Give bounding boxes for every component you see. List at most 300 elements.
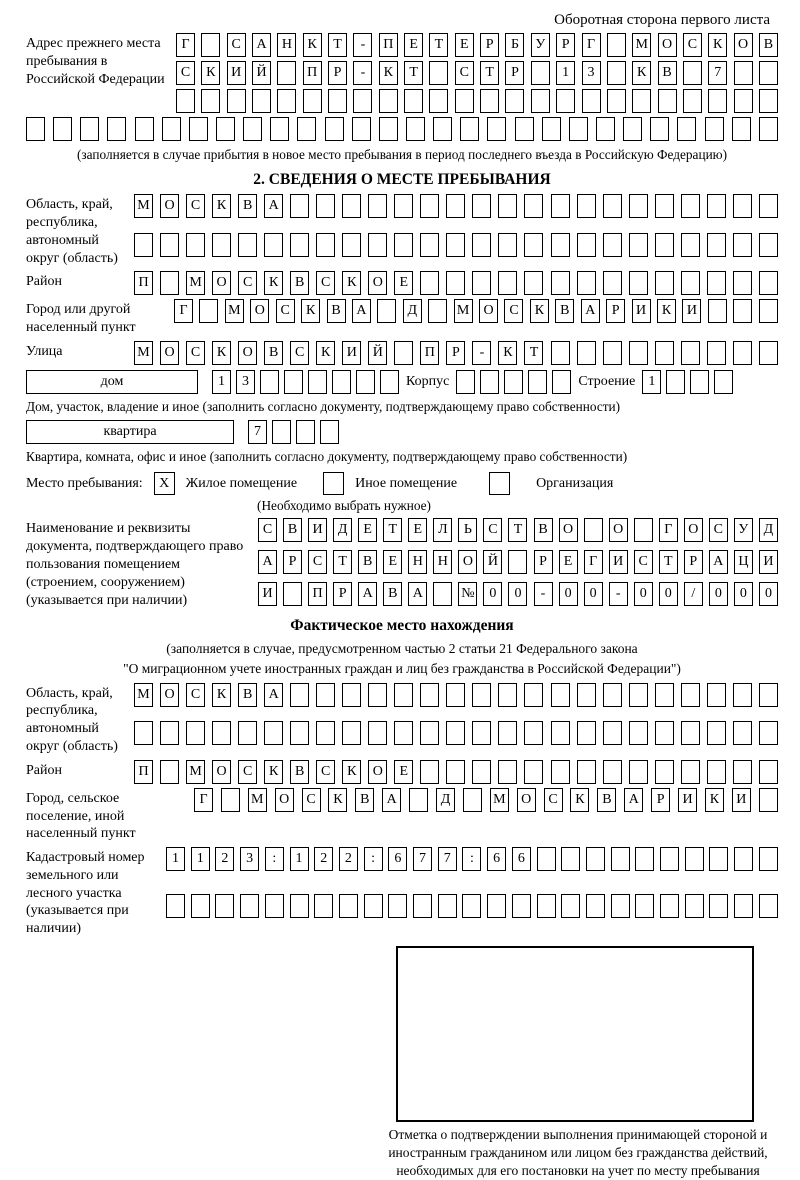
char-cell[interactable]: И xyxy=(308,518,327,542)
char-cell[interactable]: Т xyxy=(659,550,678,574)
char-cell[interactable] xyxy=(759,788,778,812)
char-cell[interactable]: Р xyxy=(534,550,553,574)
char-cell[interactable] xyxy=(660,894,679,918)
char-cell[interactable] xyxy=(584,518,603,542)
char-cell[interactable] xyxy=(505,89,524,113)
char-cell[interactable] xyxy=(212,721,231,745)
char-cell[interactable] xyxy=(611,894,630,918)
char-cell[interactable]: С xyxy=(186,194,205,218)
char-cell[interactable] xyxy=(420,271,439,295)
char-cell[interactable] xyxy=(607,89,626,113)
char-cell[interactable] xyxy=(629,194,648,218)
char-cell[interactable]: К xyxy=(342,271,361,295)
char-cell[interactable] xyxy=(586,847,605,871)
char-cell[interactable]: 3 xyxy=(236,370,255,394)
char-cell[interactable]: А xyxy=(408,582,427,606)
char-cell[interactable] xyxy=(577,233,596,257)
char-cell[interactable] xyxy=(655,721,674,745)
char-cell[interactable]: И xyxy=(632,299,651,323)
char-cell[interactable]: - xyxy=(472,341,491,365)
char-cell[interactable]: О xyxy=(368,760,387,784)
char-cell[interactable] xyxy=(277,89,296,113)
char-cell[interactable]: 1 xyxy=(556,61,575,85)
char-cell[interactable]: Г xyxy=(659,518,678,542)
char-cell[interactable] xyxy=(690,370,709,394)
char-cell[interactable] xyxy=(681,721,700,745)
char-cell[interactable]: В xyxy=(759,33,778,57)
char-cell[interactable]: Т xyxy=(404,61,423,85)
char-cell[interactable] xyxy=(660,847,679,871)
char-cell[interactable]: Г xyxy=(584,550,603,574)
char-cell[interactable]: Д xyxy=(759,518,778,542)
char-cell[interactable] xyxy=(446,721,465,745)
char-cell[interactable]: В xyxy=(290,760,309,784)
char-cell[interactable]: 6 xyxy=(388,847,407,871)
char-cell[interactable]: О xyxy=(160,683,179,707)
char-cell[interactable]: 7 xyxy=(413,847,432,871)
char-cell[interactable] xyxy=(707,341,726,365)
char-cell[interactable] xyxy=(681,760,700,784)
char-cell[interactable]: А xyxy=(252,33,271,57)
char-cell[interactable] xyxy=(162,117,181,141)
char-cell[interactable]: С xyxy=(186,683,205,707)
char-cell[interactable] xyxy=(472,233,491,257)
char-cell[interactable]: К xyxy=(530,299,549,323)
char-cell[interactable] xyxy=(709,894,728,918)
char-cell[interactable] xyxy=(707,721,726,745)
char-cell[interactable] xyxy=(260,370,279,394)
char-cell[interactable]: / xyxy=(684,582,703,606)
char-cell[interactable] xyxy=(607,33,626,57)
char-cell[interactable] xyxy=(314,894,333,918)
char-cell[interactable] xyxy=(463,788,482,812)
char-cell[interactable] xyxy=(446,760,465,784)
char-cell[interactable] xyxy=(80,117,99,141)
char-cell[interactable] xyxy=(308,370,327,394)
char-cell[interactable]: С xyxy=(683,33,702,57)
char-cell[interactable] xyxy=(339,894,358,918)
char-cell[interactable]: С xyxy=(227,33,246,57)
char-cell[interactable]: 2 xyxy=(339,847,358,871)
char-cell[interactable] xyxy=(681,683,700,707)
char-cell[interactable]: С xyxy=(455,61,474,85)
char-cell[interactable] xyxy=(551,341,570,365)
char-cell[interactable] xyxy=(472,721,491,745)
char-cell[interactable] xyxy=(603,194,622,218)
char-cell[interactable] xyxy=(277,61,296,85)
checkbox-organization[interactable] xyxy=(489,472,510,495)
char-cell[interactable] xyxy=(759,61,778,85)
char-cell[interactable]: С xyxy=(290,341,309,365)
char-cell[interactable] xyxy=(460,117,479,141)
char-cell[interactable]: Р xyxy=(606,299,625,323)
char-cell[interactable]: С xyxy=(316,271,335,295)
char-cell[interactable] xyxy=(537,847,556,871)
char-cell[interactable] xyxy=(734,894,753,918)
char-cell[interactable] xyxy=(270,117,289,141)
char-cell[interactable]: 3 xyxy=(240,847,259,871)
char-cell[interactable]: М xyxy=(186,760,205,784)
char-cell[interactable] xyxy=(353,89,372,113)
char-cell[interactable] xyxy=(708,89,727,113)
char-cell[interactable]: 1 xyxy=(642,370,661,394)
char-cell[interactable] xyxy=(409,788,428,812)
char-cell[interactable] xyxy=(420,233,439,257)
char-cell[interactable]: С xyxy=(258,518,277,542)
char-cell[interactable]: Т xyxy=(480,61,499,85)
char-cell[interactable] xyxy=(734,61,753,85)
char-cell[interactable] xyxy=(264,721,283,745)
char-cell[interactable] xyxy=(316,194,335,218)
char-cell[interactable] xyxy=(472,194,491,218)
char-cell[interactable]: В xyxy=(383,582,402,606)
char-cell[interactable] xyxy=(420,683,439,707)
char-cell[interactable]: : xyxy=(364,847,383,871)
char-cell[interactable]: О xyxy=(658,33,677,57)
char-cell[interactable]: В xyxy=(283,518,302,542)
char-cell[interactable] xyxy=(368,683,387,707)
char-cell[interactable] xyxy=(634,518,653,542)
char-cell[interactable] xyxy=(394,233,413,257)
char-cell[interactable] xyxy=(328,89,347,113)
char-cell[interactable]: Б xyxy=(505,33,524,57)
char-cell[interactable] xyxy=(759,760,778,784)
char-cell[interactable] xyxy=(325,117,344,141)
char-cell[interactable]: Е xyxy=(394,760,413,784)
char-cell[interactable]: Е xyxy=(358,518,377,542)
char-cell[interactable] xyxy=(551,683,570,707)
char-cell[interactable]: А xyxy=(258,550,277,574)
char-cell[interactable] xyxy=(212,233,231,257)
char-cell[interactable] xyxy=(191,894,210,918)
char-cell[interactable] xyxy=(53,117,72,141)
char-cell[interactable] xyxy=(283,582,302,606)
char-cell[interactable] xyxy=(284,370,303,394)
char-cell[interactable] xyxy=(561,847,580,871)
char-cell[interactable]: И xyxy=(682,299,701,323)
char-cell[interactable] xyxy=(379,89,398,113)
char-cell[interactable] xyxy=(456,370,475,394)
char-cell[interactable] xyxy=(290,721,309,745)
char-cell[interactable] xyxy=(303,89,322,113)
char-cell[interactable]: К xyxy=(498,341,517,365)
char-cell[interactable] xyxy=(160,721,179,745)
char-cell[interactable]: А xyxy=(352,299,371,323)
char-cell[interactable]: Р xyxy=(480,33,499,57)
char-cell[interactable]: А xyxy=(709,550,728,574)
char-cell[interactable] xyxy=(759,299,778,323)
char-cell[interactable] xyxy=(186,721,205,745)
checkbox-other-premises[interactable] xyxy=(323,472,344,495)
char-cell[interactable]: С xyxy=(302,788,321,812)
char-cell[interactable] xyxy=(498,721,517,745)
char-cell[interactable] xyxy=(577,341,596,365)
char-cell[interactable] xyxy=(707,233,726,257)
char-cell[interactable] xyxy=(658,89,677,113)
char-cell[interactable]: Т xyxy=(333,550,352,574)
char-cell[interactable] xyxy=(316,721,335,745)
char-cell[interactable] xyxy=(552,370,571,394)
char-cell[interactable]: Ь xyxy=(458,518,477,542)
char-cell[interactable]: Е xyxy=(383,550,402,574)
char-cell[interactable]: О xyxy=(275,788,294,812)
char-cell[interactable]: 0 xyxy=(759,582,778,606)
char-cell[interactable]: - xyxy=(353,61,372,85)
char-cell[interactable] xyxy=(596,117,615,141)
char-cell[interactable]: 2 xyxy=(314,847,333,871)
char-cell[interactable] xyxy=(388,894,407,918)
char-cell[interactable]: 1 xyxy=(191,847,210,871)
char-cell[interactable] xyxy=(603,683,622,707)
char-cell[interactable]: О xyxy=(734,33,753,57)
char-cell[interactable]: - xyxy=(609,582,628,606)
char-cell[interactable]: И xyxy=(678,788,697,812)
char-cell[interactable] xyxy=(759,721,778,745)
char-cell[interactable] xyxy=(759,341,778,365)
char-cell[interactable] xyxy=(377,299,396,323)
char-cell[interactable] xyxy=(199,299,218,323)
char-cell[interactable] xyxy=(364,894,383,918)
char-cell[interactable]: О xyxy=(212,760,231,784)
char-cell[interactable]: К xyxy=(201,61,220,85)
char-cell[interactable] xyxy=(480,89,499,113)
char-cell[interactable] xyxy=(394,194,413,218)
char-cell[interactable]: Т xyxy=(508,518,527,542)
char-cell[interactable]: : xyxy=(462,847,481,871)
char-cell[interactable]: А xyxy=(581,299,600,323)
char-cell[interactable]: С xyxy=(483,518,502,542)
char-cell[interactable]: В xyxy=(327,299,346,323)
char-cell[interactable] xyxy=(733,721,752,745)
char-cell[interactable] xyxy=(342,233,361,257)
char-cell[interactable] xyxy=(413,894,432,918)
char-cell[interactable]: М xyxy=(134,194,153,218)
char-cell[interactable]: И xyxy=(759,550,778,574)
char-cell[interactable]: Г xyxy=(176,33,195,57)
char-cell[interactable] xyxy=(732,117,751,141)
char-cell[interactable]: С xyxy=(186,341,205,365)
char-cell[interactable]: Й xyxy=(483,550,502,574)
char-cell[interactable]: 0 xyxy=(508,582,527,606)
char-cell[interactable] xyxy=(603,233,622,257)
char-cell[interactable] xyxy=(433,117,452,141)
char-cell[interactable]: Г xyxy=(194,788,213,812)
char-cell[interactable] xyxy=(332,370,351,394)
char-cell[interactable] xyxy=(404,89,423,113)
char-cell[interactable] xyxy=(265,894,284,918)
char-cell[interactable] xyxy=(709,847,728,871)
char-cell[interactable] xyxy=(512,894,531,918)
char-cell[interactable] xyxy=(290,894,309,918)
char-cell[interactable] xyxy=(252,89,271,113)
char-cell[interactable] xyxy=(603,341,622,365)
char-cell[interactable] xyxy=(524,271,543,295)
char-cell[interactable] xyxy=(733,271,752,295)
char-cell[interactable] xyxy=(632,89,651,113)
char-cell[interactable] xyxy=(655,271,674,295)
char-cell[interactable]: 6 xyxy=(512,847,531,871)
char-cell[interactable]: И xyxy=(227,61,246,85)
char-cell[interactable]: 0 xyxy=(559,582,578,606)
char-cell[interactable] xyxy=(734,847,753,871)
char-cell[interactable]: И xyxy=(609,550,628,574)
char-cell[interactable] xyxy=(528,370,547,394)
char-cell[interactable]: 1 xyxy=(290,847,309,871)
char-cell[interactable] xyxy=(603,721,622,745)
char-cell[interactable] xyxy=(685,847,704,871)
char-cell[interactable] xyxy=(759,89,778,113)
char-cell[interactable]: С xyxy=(544,788,563,812)
char-cell[interactable] xyxy=(342,721,361,745)
char-cell[interactable]: П xyxy=(379,33,398,57)
char-cell[interactable] xyxy=(629,271,648,295)
char-cell[interactable]: К xyxy=(303,33,322,57)
char-cell[interactable]: И xyxy=(258,582,277,606)
char-cell[interactable]: К xyxy=(301,299,320,323)
char-cell[interactable] xyxy=(368,721,387,745)
char-cell[interactable]: В xyxy=(238,683,257,707)
char-cell[interactable] xyxy=(227,89,246,113)
char-cell[interactable]: Е xyxy=(394,271,413,295)
char-cell[interactable]: П xyxy=(308,582,327,606)
char-cell[interactable] xyxy=(733,683,752,707)
char-cell[interactable]: О xyxy=(250,299,269,323)
char-cell[interactable] xyxy=(707,760,726,784)
char-cell[interactable] xyxy=(707,271,726,295)
char-cell[interactable] xyxy=(524,683,543,707)
char-cell[interactable]: - xyxy=(534,582,553,606)
char-cell[interactable] xyxy=(498,194,517,218)
char-cell[interactable]: Р xyxy=(505,61,524,85)
char-cell[interactable] xyxy=(683,61,702,85)
char-cell[interactable]: О xyxy=(160,194,179,218)
char-cell[interactable] xyxy=(759,233,778,257)
char-cell[interactable]: Р xyxy=(283,550,302,574)
char-cell[interactable] xyxy=(759,271,778,295)
char-cell[interactable]: С xyxy=(238,271,257,295)
char-cell[interactable]: 1 xyxy=(166,847,185,871)
char-cell[interactable] xyxy=(406,117,425,141)
char-cell[interactable] xyxy=(215,894,234,918)
char-cell[interactable] xyxy=(524,194,543,218)
char-cell[interactable]: К xyxy=(212,683,231,707)
char-cell[interactable] xyxy=(356,370,375,394)
char-cell[interactable]: О xyxy=(212,271,231,295)
char-cell[interactable] xyxy=(160,760,179,784)
char-cell[interactable]: Р xyxy=(684,550,703,574)
char-cell[interactable]: П xyxy=(134,271,153,295)
char-cell[interactable]: К xyxy=(379,61,398,85)
char-cell[interactable] xyxy=(551,721,570,745)
char-cell[interactable] xyxy=(759,683,778,707)
char-cell[interactable] xyxy=(577,271,596,295)
char-cell[interactable] xyxy=(433,582,452,606)
char-cell[interactable] xyxy=(498,760,517,784)
char-cell[interactable] xyxy=(160,271,179,295)
char-cell[interactable] xyxy=(733,233,752,257)
char-cell[interactable] xyxy=(629,760,648,784)
char-cell[interactable]: К xyxy=(570,788,589,812)
char-cell[interactable] xyxy=(290,233,309,257)
char-cell[interactable]: В xyxy=(358,550,377,574)
char-cell[interactable] xyxy=(394,341,413,365)
char-cell[interactable] xyxy=(379,117,398,141)
char-cell[interactable] xyxy=(569,117,588,141)
char-cell[interactable]: Р xyxy=(556,33,575,57)
char-cell[interactable]: 2 xyxy=(215,847,234,871)
char-cell[interactable] xyxy=(221,788,240,812)
char-cell[interactable] xyxy=(705,117,724,141)
char-cell[interactable] xyxy=(160,233,179,257)
char-cell[interactable] xyxy=(635,894,654,918)
char-cell[interactable]: О xyxy=(684,518,703,542)
char-cell[interactable] xyxy=(551,194,570,218)
char-cell[interactable]: С xyxy=(176,61,195,85)
char-cell[interactable] xyxy=(733,299,752,323)
char-cell[interactable]: 0 xyxy=(709,582,728,606)
char-cell[interactable] xyxy=(166,894,185,918)
char-cell[interactable] xyxy=(635,847,654,871)
char-cell[interactable] xyxy=(707,194,726,218)
char-cell[interactable] xyxy=(655,683,674,707)
char-cell[interactable] xyxy=(551,760,570,784)
char-cell[interactable]: Т xyxy=(524,341,543,365)
char-cell[interactable] xyxy=(551,271,570,295)
char-cell[interactable] xyxy=(134,233,153,257)
char-cell[interactable] xyxy=(201,33,220,57)
char-cell[interactable] xyxy=(685,894,704,918)
char-cell[interactable]: Н xyxy=(433,550,452,574)
char-cell[interactable]: К xyxy=(342,760,361,784)
char-cell[interactable] xyxy=(446,194,465,218)
char-cell[interactable] xyxy=(446,233,465,257)
char-cell[interactable]: К xyxy=(212,341,231,365)
char-cell[interactable]: Т xyxy=(328,33,347,57)
char-cell[interactable]: М xyxy=(186,271,205,295)
char-cell[interactable] xyxy=(707,683,726,707)
char-cell[interactable]: Е xyxy=(455,33,474,57)
char-cell[interactable]: А xyxy=(624,788,643,812)
char-cell[interactable] xyxy=(577,721,596,745)
char-cell[interactable]: Д xyxy=(436,788,455,812)
char-cell[interactable]: Й xyxy=(368,341,387,365)
char-cell[interactable]: О xyxy=(458,550,477,574)
char-cell[interactable]: С xyxy=(238,760,257,784)
char-cell[interactable]: У xyxy=(734,518,753,542)
char-cell[interactable]: О xyxy=(559,518,578,542)
char-cell[interactable] xyxy=(189,117,208,141)
char-cell[interactable] xyxy=(733,341,752,365)
char-cell[interactable] xyxy=(666,370,685,394)
char-cell[interactable] xyxy=(733,194,752,218)
char-cell[interactable] xyxy=(556,89,575,113)
char-cell[interactable] xyxy=(368,194,387,218)
char-cell[interactable]: Ц xyxy=(734,550,753,574)
char-cell[interactable] xyxy=(380,370,399,394)
char-cell[interactable]: М xyxy=(134,341,153,365)
char-cell[interactable]: В xyxy=(355,788,374,812)
char-cell[interactable] xyxy=(629,683,648,707)
char-cell[interactable]: О xyxy=(517,788,536,812)
char-cell[interactable] xyxy=(677,117,696,141)
char-cell[interactable]: - xyxy=(353,33,372,57)
char-cell[interactable] xyxy=(428,299,447,323)
char-cell[interactable] xyxy=(320,420,339,444)
char-cell[interactable]: В xyxy=(555,299,574,323)
char-cell[interactable] xyxy=(629,721,648,745)
char-cell[interactable] xyxy=(759,847,778,871)
char-cell[interactable] xyxy=(683,89,702,113)
